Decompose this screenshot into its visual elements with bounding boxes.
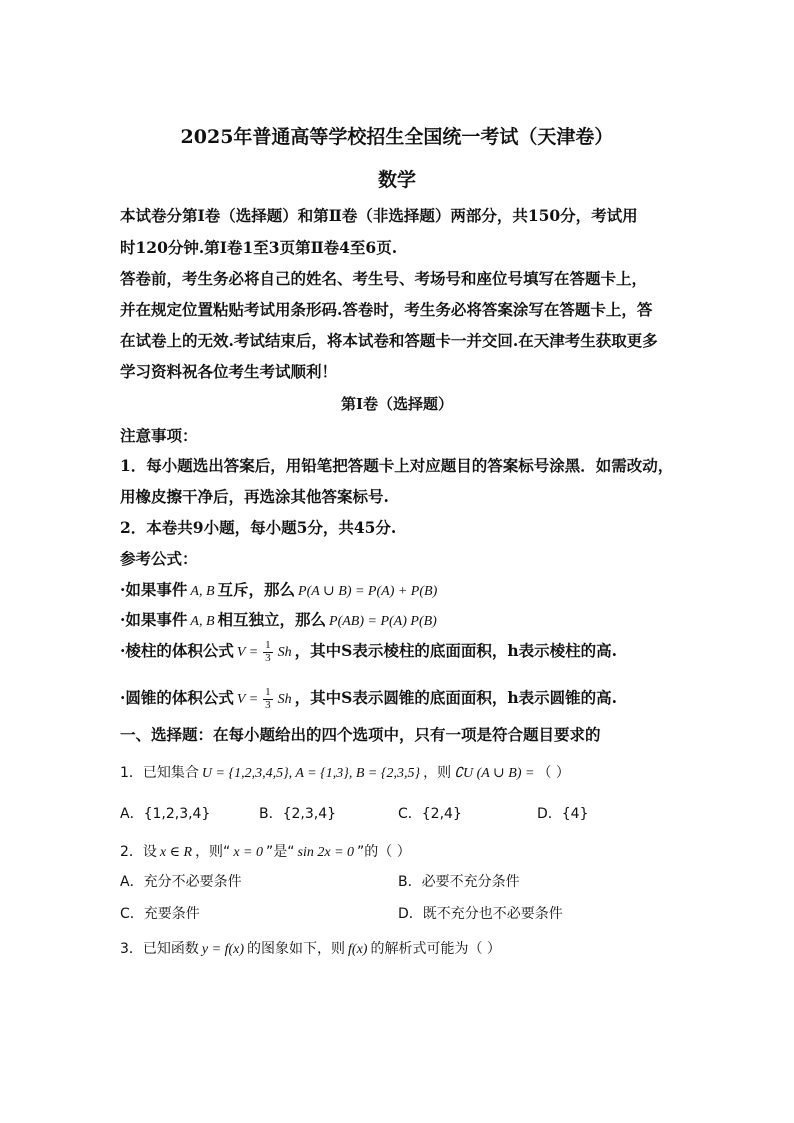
formula-4-fraction (263, 687, 273, 711)
formula-4-rhs: Sh (277, 692, 292, 708)
q2-option-c: C．充要条件 (120, 906, 200, 922)
formula-heading: 参考公式： (120, 549, 198, 568)
formula-3-rhs: Sh (277, 645, 292, 661)
q3-stem-math: y = f(x) (201, 942, 245, 957)
part1-title: 第Ⅰ卷（选择题） (340, 395, 454, 413)
formula-3-denominator: 3 (265, 651, 271, 664)
q1-option-a: A．{1,2,3,4} (120, 806, 211, 822)
formula-1 (120, 582, 440, 599)
formula-4-denominator: 3 (265, 698, 271, 711)
notice-line-2: 2．本卷共9小题，每小题5分，共45分. (120, 518, 397, 537)
formula-3-numerator: 1 (265, 639, 271, 651)
q1-option-b: B．{2,3,4} (259, 806, 337, 822)
q3-stem-b: 的图象如下，则 (247, 941, 346, 957)
formula-1-vars: A, B (190, 584, 215, 599)
q1-stem-b: ，则 (423, 765, 452, 781)
formula-4-numerator: 1 (265, 686, 271, 698)
notice-line-1a: 1．每小题选出答案后，用铅笔把答题卡上对应题目的答案标号涂黑．如需改动， (120, 456, 674, 475)
formula-4-lhs: V = (236, 692, 259, 708)
q2-stem-c: ”是“ (266, 844, 295, 860)
q1-stem-math: U = {1,2,3,4,5}, A = {1,3}, B = {2,3,5} (201, 766, 421, 781)
q1-stem-math2: ∁U (A ∪ B) = (454, 766, 535, 781)
formula-2-math: P(AB) = P(A) P(B) (329, 614, 437, 629)
q1-stem-c: （ ） (537, 765, 570, 781)
formula-2 (120, 612, 440, 629)
q1-stem-a: 1．已知集合 (120, 765, 199, 781)
subject-title: 数学 (377, 169, 416, 191)
intro-line-1: 本试卷分第Ⅰ卷（选择题）和第Ⅱ卷（非选择题）两部分，共150分，考试用 (120, 206, 638, 225)
notice-heading: 注意事项： (120, 426, 198, 445)
question-1-stem (120, 766, 570, 781)
q2-option-b: B．必要不充分条件 (398, 874, 520, 890)
formula-3-fraction (263, 640, 273, 664)
q2-stem-a: 2．设 (120, 844, 157, 860)
formula-2-text: ·如果事件 (120, 610, 188, 629)
question-3-stem (120, 942, 501, 957)
formula-2-vars: A, B (190, 614, 215, 629)
q1-option-d: D．{4} (537, 806, 589, 822)
formula-3-lhs: V = (236, 645, 259, 661)
intro-line-6: 学习资料祝各位考生考试顺利！ (120, 362, 338, 381)
formula-4-text2: ，其中S表示圆锥的底面面积，h表示圆锥的高. (294, 688, 618, 708)
intro-line-4: 并在规定位置粘贴考试用条形码.答卷时，考生务必将答案涂写在答题卡上，答 (120, 300, 653, 319)
formula-1-text2: 互斥，那么 (217, 580, 296, 599)
intro-line-2: 时120分钟.第Ⅰ卷1至3页第Ⅱ卷4至6页. (120, 238, 398, 257)
q2-stem-b: ，则“ (195, 844, 231, 860)
formula-2-text2: 相互独立，那么 (217, 610, 327, 629)
q3-stem-math2: f(x) (348, 942, 368, 957)
exam-title: 2025年普通高等学校招生全国统一考试（天津卷） (180, 126, 614, 148)
formula-3 (120, 640, 617, 664)
formula-4-text: ·圆锥的体积公式 (120, 688, 234, 708)
q2-option-a: A．充分不必要条件 (120, 874, 242, 890)
notice-line-1b: 用橡皮擦干净后，再选涂其他答案标号. (120, 487, 389, 506)
intro-line-3: 答卷前，考生务必将自己的姓名、考生号、考场号和座位号填写在答题卡上， (120, 269, 648, 288)
q3-stem-c: 的解析式可能为（ ） (370, 941, 501, 957)
q2-stem-math: x ∈ R (159, 845, 193, 860)
formula-1-math: P(A ∪ B) = P(A) + P(B) (298, 584, 438, 599)
section-1-heading: 一、选择题：在每小题给出的四个选项中，只有一项是符合题目要求的 (120, 725, 601, 744)
formula-4 (120, 687, 617, 711)
formula-1-text: ·如果事件 (120, 580, 188, 599)
q2-stem-d: ”的（ ） (357, 844, 411, 860)
question-2-stem (120, 845, 411, 860)
q2-stem-math2: x = 0 (233, 845, 263, 860)
q2-option-d: D．既不充分也不必要条件 (398, 906, 563, 922)
q2-stem-math3: sin 2x = 0 (297, 845, 355, 860)
formula-3-text2: ，其中S表示棱柱的底面面积，h表示棱柱的高. (294, 641, 618, 661)
q1-option-c: C．{2,4} (398, 806, 462, 822)
formula-3-text: ·棱柱的体积公式 (120, 641, 234, 661)
q3-stem-a: 3．已知函数 (120, 941, 199, 957)
intro-line-5: 在试卷上的无效.考试结束后，将本试卷和答题卡一并交回.在天津考生获取更多 (120, 331, 658, 350)
